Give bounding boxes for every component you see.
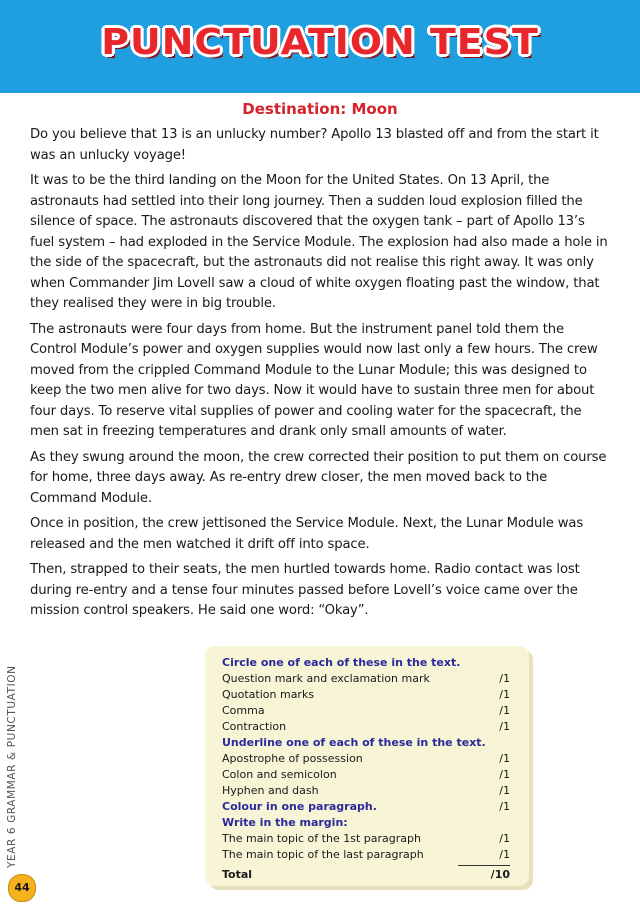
page-title: PUNCTUATION TEST <box>101 22 539 63</box>
task-item-label: Comma <box>222 704 265 717</box>
book-series-label: YEAR 6 GRAMMAR & PUNCTUATION <box>6 665 18 868</box>
task-item-score: /1 <box>499 704 510 717</box>
task-item <box>222 751 514 767</box>
task-item-score: /1 <box>499 832 510 845</box>
title-banner <box>0 0 640 93</box>
task-item-score: /1 <box>499 752 510 765</box>
task-item <box>222 719 514 735</box>
task-list <box>222 655 514 883</box>
task-item-score: /1 <box>499 800 510 813</box>
task-item-label: Apostrophe of possession <box>222 752 363 765</box>
task-heading <box>222 735 514 751</box>
task-item-label: The main topic of the last paragraph <box>222 848 424 861</box>
task-heading <box>222 655 514 671</box>
task-item-score: /1 <box>499 848 510 861</box>
task-heading-label: Colour in one paragraph. <box>222 800 377 813</box>
task-item-score: /1 <box>499 720 510 733</box>
task-item <box>222 847 514 863</box>
total-score: /10 <box>490 868 510 881</box>
task-box <box>205 646 529 886</box>
total-divider <box>458 865 510 866</box>
task-item-score: /1 <box>499 672 510 685</box>
task-item-label: Question mark and exclamation mark <box>222 672 430 685</box>
total-label: Total <box>222 868 253 881</box>
task-item <box>222 767 514 783</box>
task-item-label: Colon and semicolon <box>222 768 337 781</box>
task-item-label: The main topic of the 1st paragraph <box>222 832 421 845</box>
task-item-label: Contraction <box>222 720 287 733</box>
paragraph: Then, strapped to their seats, the men hurtled towards home. Radio contact was lost during re-entry and a tense four minutes passed before Lovell’s voice came over the mission control speakers. He said one word: “Okay”. <box>30 562 580 618</box>
passage <box>30 125 612 627</box>
task-heading <box>222 799 514 815</box>
task-heading-label: Circle one of each of these in the text. <box>222 656 461 669</box>
task-item-score: /1 <box>499 784 510 797</box>
task-heading <box>222 815 514 831</box>
task-heading-label: Underline one of each of these in the text. <box>222 736 486 749</box>
paragraph: Do you believe that 13 is an unlucky number? Apollo 13 blasted off and from the start it was an unlucky voyage! <box>30 127 599 163</box>
task-item <box>222 783 514 799</box>
passage-title: Destination: Moon <box>242 100 398 118</box>
task-item <box>222 831 514 847</box>
task-item-label: Hyphen and dash <box>222 784 319 797</box>
task-item-label: Quotation marks <box>222 688 315 701</box>
paragraph: As they swung around the moon, the crew corrected their position to put them on course for home, three days away. As re-entry drew closer, the men moved back to the Command Module. <box>30 449 607 506</box>
task-item-score: /1 <box>499 688 510 701</box>
paragraph: The astronauts were four days from home. But the instrument panel told them the Control Module’s power and oxygen supplies would now last only a few hours. The crew moved from the crippled Command Module to the Lunar Module; this was designed to keep the two men alive for two days. Now it would have to sustain three men for about four days. To reserve vital supplies of power and cooling water for the spacecraft, the men sat in freezing temperatures and drank only small amounts of water. <box>30 321 598 439</box>
paragraph: It was to be the third landing on the Moon for the United States. On 13 April, the astronauts had settled into their long journey. Then a sudden loud explosion filled the silence of space. The astronauts discovered that the oxygen tank – part of Apollo 13’s fuel system – had exploded in the Service Module. The explosion had also made a hole in the side of the spacecraft, but the astronauts did not realise this right away. It was only when Commander Jim Lovell saw a cloud of white oxygen floating past the window, that they realised they were in big trouble. <box>30 173 608 311</box>
paragraph: Once in position, the crew jettisoned the Service Module. Next, the Lunar Module was released and the men watched it drift off into space. <box>30 516 584 552</box>
task-item-score: /1 <box>499 768 510 781</box>
total-row <box>222 867 514 883</box>
task-item <box>222 671 514 687</box>
task-item <box>222 703 514 719</box>
task-item <box>222 687 514 703</box>
task-heading-label: Write in the margin: <box>222 816 348 829</box>
page-number-badge: 44 <box>8 874 36 902</box>
